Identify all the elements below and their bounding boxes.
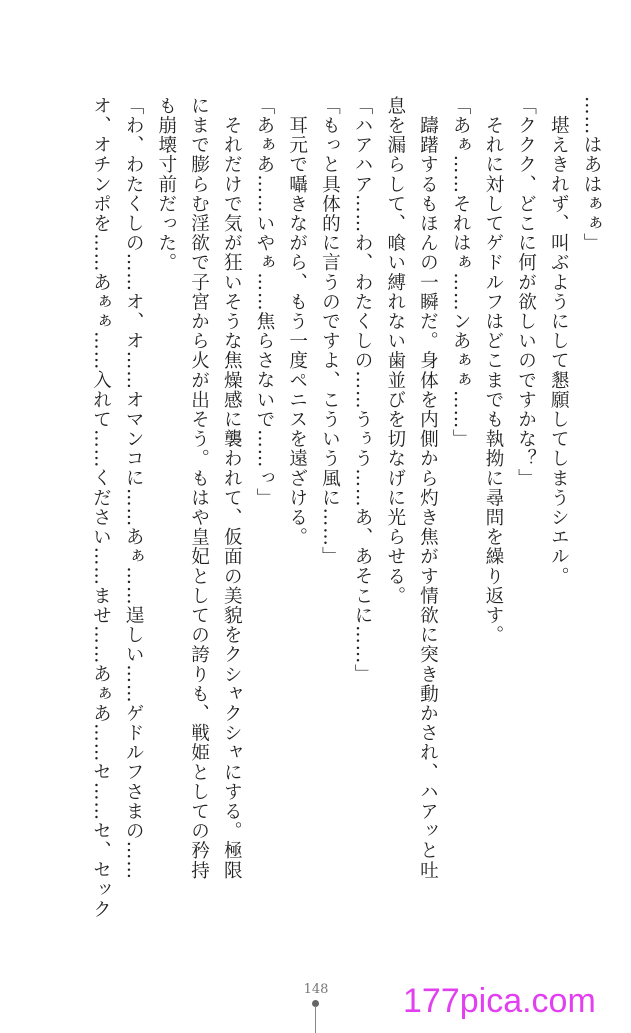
text-line: それに対してゲドルフはどこまでも執拗に尋問を繰り返す。 — [482, 96, 504, 645]
text-line: ……はあはぁぁ」 — [581, 96, 602, 253]
page-marker-line — [315, 1006, 316, 1033]
text-line: 堪えきれず、叫ぶようにして懇願してしまうシエル。 — [548, 96, 570, 586]
text-line: も崩壊寸前だった。 — [155, 96, 177, 273]
text-line: 「ハアハア……わ、わたくしの……うぅう……あ、あそこに……」 — [352, 96, 374, 684]
text-line: 息を漏らして、喰い縛れない歯並びを切なげに光らせる。 — [384, 96, 406, 606]
text-line: 「わ、わたくしの……オ、オ……オマンコに……あぁ……逞しい……ゲドルフさまの…… — [123, 96, 145, 880]
text-line: 「あぁ……それはぁ……ンあぁぁ……」 — [450, 96, 472, 449]
page-number: 148 — [303, 982, 329, 997]
text-line: 「もっと具体的に言うのですよ、こういう風に……」 — [319, 96, 341, 567]
watermark-text: 177pica.com — [403, 982, 596, 1020]
text-line: 耳元で囁きながら、もう一度ペニスを遠ざける。 — [286, 96, 308, 547]
page-body-text — [84, 96, 607, 946]
text-line: 躊躇するもほんの一瞬だ。身体を内側から灼き焦がす情欲に突き動かされ、ハアッと吐 — [417, 96, 439, 880]
text-line: にまで膨らむ淫欲で子宮から火が出そう。もはや皇妃としての誇りも、戦姫としての矜持 — [188, 96, 210, 880]
text-line: 「あぁあ……いやぁ……焦らさないで……っ」 — [253, 96, 275, 508]
text-line: オ、オチンポを……あぁぁ……入れて……ください……ませ……あぁあ……セ……セ、セック — [90, 96, 112, 920]
text-line: 「ククク、どこに何が欲しいのですかな？」 — [515, 96, 537, 488]
text-line: それだけで気が狂いそうな焦燥感に襲われて、仮面の美貌をクシャクシャにする。極限 — [221, 96, 243, 880]
